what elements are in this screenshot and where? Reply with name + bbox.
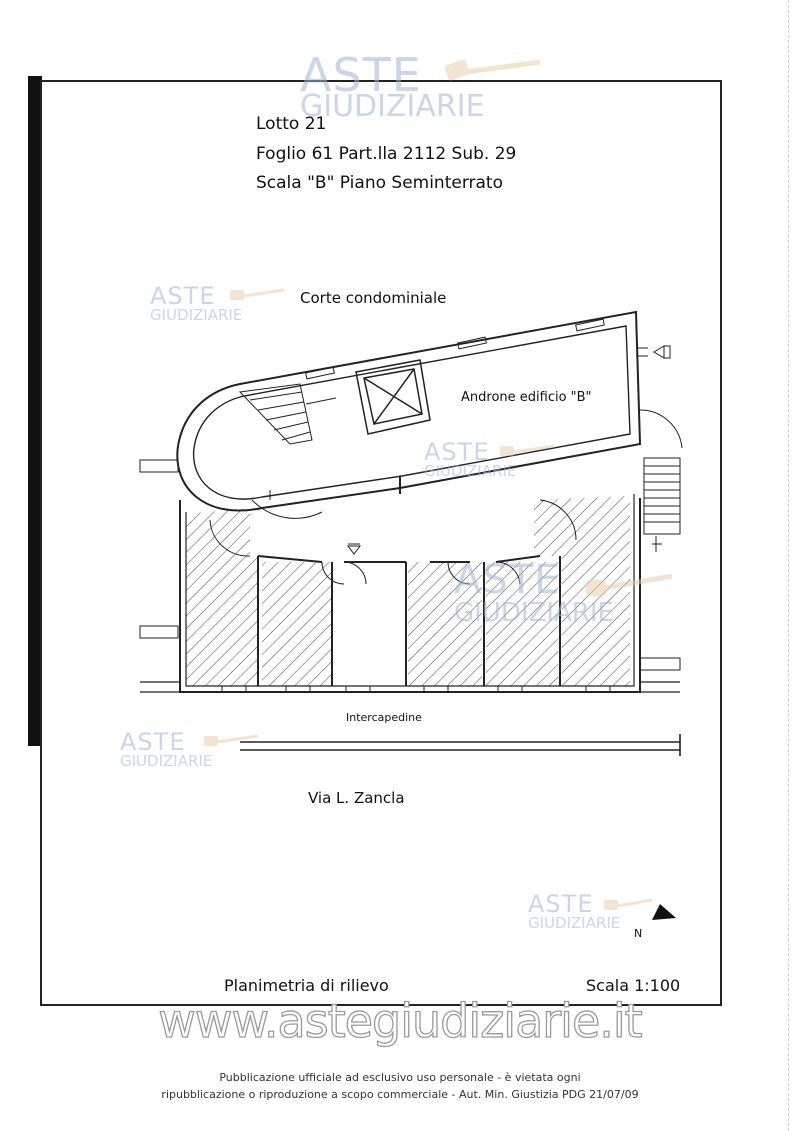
watermark-logo: ASTE GIUDIZIARIE [150,282,243,324]
street-line [240,734,680,756]
lot-number: Lotto 21 [256,114,327,134]
lift-shaft [356,360,430,434]
cadastral-ref: Foglio 61 Part.lla 2112 Sub. 29 [256,144,517,164]
watermark-logo: ASTE GIUDIZIARIE [528,890,621,932]
watermark-logo: ASTE GIUDIZIARIE [300,48,485,124]
lobby-label: Androne edificio "B" [461,390,592,405]
legal-notice-line1: Pubblicazione ufficiale ad esclusivo uso personale - è vietata ogni [219,1071,581,1084]
north-label: N [634,927,643,940]
watermark-logo: ASTE GIUDIZIARIE [424,438,517,480]
street-label: Via L. Zancla [308,789,405,807]
court-label: Corte condominiale [300,289,447,307]
plan-scale: Scala 1:100 [586,976,681,995]
watermark-logo: ASTE GIUDIZIARIE [454,557,614,628]
floor-ref: Scala "B" Piano Seminterrato [256,173,503,193]
watermark-logo: ASTE GIUDIZIARIE [120,728,213,770]
gavel-icon [204,59,672,910]
north-arrow-icon [652,904,676,920]
legal-notice-line2: ripubblicazione o riproduzione a scopo commerciale - Aut. Min. Giustizia PDG 21/07/09 [161,1088,639,1101]
plan-title: Planimetria di rilievo [224,976,389,995]
cavity-label: Intercapedine [346,711,422,724]
watermark-site-url: www.astegiudiziarie.it [158,994,642,1048]
external-stairs [644,458,680,552]
internal-stairs [240,384,336,444]
